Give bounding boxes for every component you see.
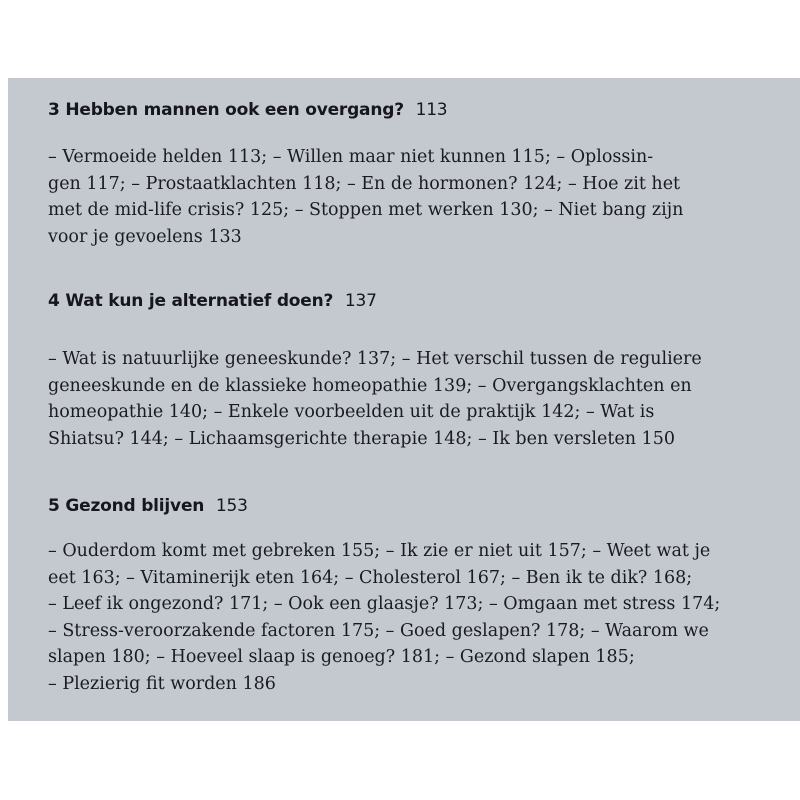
- contents-line: – Vermoeide helden 113; – Willen maar niet kunnen 115; – Oplossin-: [48, 147, 654, 167]
- chapter-title: Gezond blijven: [65, 496, 205, 516]
- contents-line: voor je gevoelens 133: [48, 226, 242, 247]
- chapter-number: 5: [48, 496, 60, 516]
- contents-line: – Ouderdom komt met gebreken 155; – Ik zie er niet uit 157; – Weet wat je: [48, 541, 711, 561]
- chapter-page-number: 153: [215, 496, 248, 516]
- contents-line: eet 163; – Vitaminerijk eten 164; – Cholesterol 167; – Ben ik te dik? 168;: [48, 567, 693, 588]
- chapter-4-heading: [48, 291, 377, 311]
- book-page: [8, 78, 800, 721]
- contents-line: homeopathie 140; – Enkele voorbeelden uit de praktijk 142; – Wat is: [48, 402, 655, 422]
- contents-line: – Leef ik ongezond? 171; – Ook een glaasje? 173; – Omgaan met stress 174;: [48, 594, 721, 614]
- chapter-5-heading: [48, 496, 248, 516]
- chapter-title: Wat kun je alternatief doen?: [65, 291, 334, 311]
- contents-line: geneeskunde en de klassieke homeopathie 139; – Overgangsklachten en: [48, 375, 692, 396]
- contents-line: slapen 180; – Hoeveel slaap is genoeg? 181; – Gezond slapen 185;: [48, 647, 635, 667]
- chapter-page-number: 137: [344, 291, 377, 311]
- chapter-5-contents: [48, 538, 738, 697]
- chapter-title: Hebben mannen ook een overgang?: [65, 100, 404, 120]
- chapter-number: 3: [48, 100, 60, 120]
- chapter-number: 4: [48, 291, 60, 311]
- contents-line: met de mid-life crisis? 125; – Stoppen met werken 130; – Niet bang zijn: [48, 200, 684, 220]
- contents-line: – Wat is natuurlijke geneeskunde? 137; – Het verschil tussen de reguliere: [48, 349, 702, 369]
- chapter-page-number: 113: [415, 100, 448, 120]
- contents-line: – Stress-veroorzakende factoren 175; – Goed geslapen? 178; – Waarom we: [48, 620, 709, 641]
- chapter-3-heading: [48, 100, 447, 120]
- contents-line: Shiatsu? 144; – Lichaamsgerichte therapie 148; – Ik ben versleten 150: [48, 428, 675, 449]
- contents-line: gen 117; – Prostaatklachten 118; – En de hormonen? 124; – Hoe zit het: [48, 173, 681, 194]
- contents-line: – Plezierig fit worden 186: [48, 673, 276, 694]
- chapter-4-contents: [48, 346, 738, 452]
- chapter-3-contents: [48, 144, 738, 250]
